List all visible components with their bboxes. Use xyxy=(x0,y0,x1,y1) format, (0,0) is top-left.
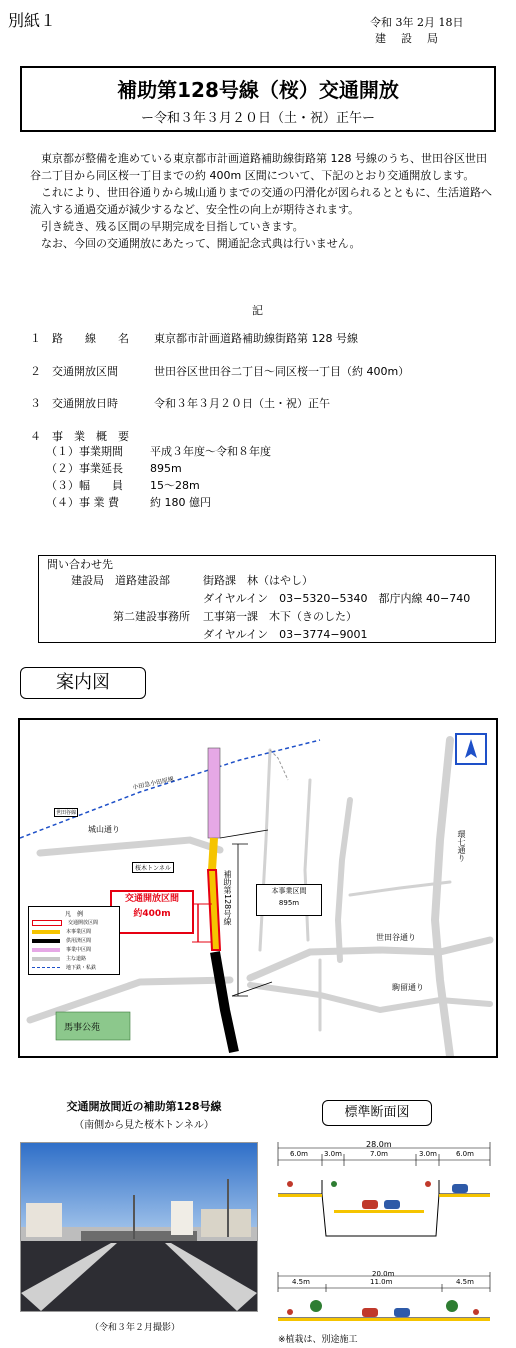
paragraph-1: 東京都が整備を進めている東京都市計画道路補助線街路第 128 号線のうち、世田谷区世田谷二丁目から同区桜一丁目までの約 400m 区間について、下記のとおり交通開放します。 xyxy=(30,152,487,182)
tunnel-photo-image xyxy=(21,1143,257,1311)
paragraph-3: 引き続き、残る区間の早期完成を目指していきます。 xyxy=(41,220,304,233)
legend-swatch xyxy=(32,957,60,961)
upper-width-4: 3.0m xyxy=(419,1150,437,1158)
item-3-label: ３ 交通開放日時 xyxy=(30,397,118,410)
item-4-label: ４ 事 業 概 要 xyxy=(30,430,129,443)
lower-total-width: 20.0m xyxy=(372,1270,395,1278)
contact-heading: 問い合わせ先 xyxy=(47,558,113,571)
contact-phone-2: ダイヤルイン 03−3774−9001 xyxy=(203,628,368,641)
item-2-value: 世田谷区世田谷二丁目～同区桜一丁目（約 400m） xyxy=(154,365,410,378)
map-heading: 案内図 xyxy=(20,667,146,699)
route-name-vertical: 補助第128号線 xyxy=(223,870,232,926)
paragraph-4: なお、今回の交通開放にあたって、開通記念式典は行いません。 xyxy=(41,237,361,250)
list-item: （３）幅 員 15～28m xyxy=(46,479,200,492)
open-section-label: 交通開放区間 xyxy=(124,894,179,904)
list-item: （４）事 業 費 約 180 億円 xyxy=(46,496,211,509)
project-section-label: 本事業区間 xyxy=(271,887,307,895)
open-section-length: 約400m xyxy=(133,909,171,919)
road-label-komadome: 駒留通り xyxy=(392,983,424,992)
contact-box xyxy=(38,555,496,643)
road-label-setagaya: 世田谷通り xyxy=(376,933,416,942)
park-label: 馬事公苑 xyxy=(64,1023,101,1033)
upper-width-5: 6.0m xyxy=(456,1150,474,1158)
photo-subcaption: （南側から見た桜木トンネル） xyxy=(74,1120,214,1131)
legend-item: 事業中区間 xyxy=(32,945,116,954)
lower-width-2: 11.0m xyxy=(370,1278,393,1286)
contact-division-2: 工事第一課 木下（きのした） xyxy=(203,610,357,623)
upper-width-3: 7.0m xyxy=(370,1150,388,1158)
lower-cross-section xyxy=(276,1270,496,1330)
legend-item: 交通開放区間 xyxy=(32,918,116,927)
rail-label-odakyu: 小田急小田原線 xyxy=(131,775,175,792)
paragraph-2: これにより、世田谷通りから城山通りまでの交通の円滑化が図られるとともに、生活道路へ流入する通過交通が減少するなど、安全性の向上が期待されます。 xyxy=(30,186,492,216)
body-text xyxy=(30,150,492,252)
list-item: （２）事業延長 895m xyxy=(46,462,182,475)
cross-section-heading: 標準断面図 xyxy=(322,1100,432,1126)
lower-width-3: 4.5m xyxy=(456,1278,474,1286)
contact-org-2: 第二建設事務所 xyxy=(113,610,190,623)
item-1-label: １ 路 線 名 xyxy=(30,332,129,345)
tunnel-photo xyxy=(20,1142,258,1312)
legend-item: 地下鉄・私鉄 xyxy=(32,963,116,972)
ki-mark: 記 xyxy=(252,304,263,317)
lower-width-1: 4.5m xyxy=(292,1278,310,1286)
item-4-sublist xyxy=(46,443,346,511)
road-label-kan7: 環七通り xyxy=(457,830,466,862)
map-legend xyxy=(28,906,120,975)
photo-caption: 交通開放間近の補助第128号線 xyxy=(66,1100,222,1113)
upper-cross-section xyxy=(276,1140,496,1240)
item-3-value: 令和３年３月２０日（土・祝）正午 xyxy=(154,397,330,410)
contact-division-1: 街路課 林（はやし） xyxy=(203,574,313,587)
legend-item: 主な道路 xyxy=(32,954,116,963)
issue-date: 令和 3年 2月 18日 xyxy=(370,16,464,29)
legend-swatch xyxy=(32,930,60,934)
upper-total-width: 28.0m xyxy=(366,1140,392,1149)
legend-title: 凡 例 xyxy=(64,911,83,918)
legend-item: 供用済区間 xyxy=(32,936,116,945)
planting-note: ※植栽は、別途施工 xyxy=(278,1335,358,1345)
issuing-bureau: 建 設 局 xyxy=(375,32,440,45)
open-section-callout xyxy=(110,890,194,934)
project-section-length: 895m xyxy=(278,899,300,907)
upper-width-2: 3.0m xyxy=(324,1150,342,1158)
item-1-value: 東京都市計画道路補助線街路第 128 号線 xyxy=(154,332,358,345)
photo-date: （令和３年２月撮影） xyxy=(90,1323,181,1333)
title-box xyxy=(20,66,496,132)
legend-swatch xyxy=(32,967,60,968)
tunnel-label: 桜木トンネル xyxy=(132,862,174,873)
contact-phone-1: ダイヤルイン 03−5320−5340 都庁内線 40−740 xyxy=(203,592,471,605)
legend-swatch xyxy=(32,948,60,952)
legend-swatch xyxy=(32,920,62,926)
project-section-callout xyxy=(256,884,322,916)
item-2-label: ２ 交通開放区間 xyxy=(30,365,118,378)
upper-width-1: 6.0m xyxy=(290,1150,308,1158)
rail-label-setagaya-line: 世田谷線 xyxy=(56,810,77,816)
page-subtitle: ー令和３年３月２０日（土・祝）正午ー xyxy=(140,111,375,126)
road-label-shiroyama: 城山通り xyxy=(88,825,120,834)
legend-item: 本事業区間 xyxy=(32,927,116,936)
page-title: 補助第128号線（桜）交通開放 xyxy=(117,78,399,102)
contact-org-1: 建設局 道路建設部 xyxy=(71,574,170,587)
list-item: （１）事業期間 平成３年度～令和８年度 xyxy=(46,445,271,458)
location-map xyxy=(18,718,498,1058)
attachment-label: 別紙１ xyxy=(8,11,57,30)
legend-swatch xyxy=(32,939,60,943)
